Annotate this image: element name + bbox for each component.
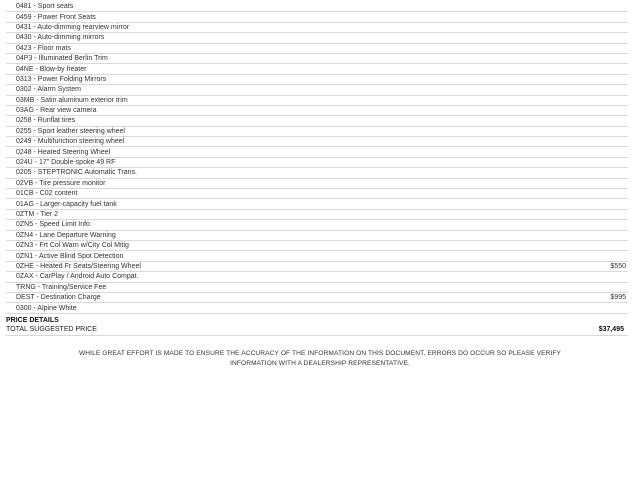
option-description: 0258 - Runflat tires <box>16 117 76 125</box>
option-row <box>6 116 628 126</box>
option-row <box>6 106 628 116</box>
option-row <box>6 293 628 303</box>
option-row <box>6 127 628 137</box>
option-row <box>6 168 628 178</box>
option-description: 0302 - Alarm System <box>16 86 81 94</box>
option-row <box>6 44 628 54</box>
option-row <box>6 231 628 241</box>
option-row <box>6 210 628 220</box>
disclaimer <box>60 349 580 368</box>
option-description: 0459 - Power Front Seats <box>16 13 96 21</box>
option-description: 02VB - Tire pressure monitor <box>16 179 106 187</box>
price-details-header: PRICE DETAILS <box>6 316 59 324</box>
option-row <box>6 189 628 199</box>
option-description: 03MB - Satin aluminum exterior trim <box>16 96 128 104</box>
option-description: 0205 - STEPTRONIC Automatic Trans. <box>16 169 137 177</box>
option-row <box>6 283 628 293</box>
option-description: 03AG - Rear view camera <box>16 107 97 115</box>
option-row <box>6 75 628 85</box>
option-description: TRNG - Training/Service Fee <box>16 283 107 291</box>
option-description: 0300 - Alpine White <box>16 304 77 312</box>
option-row <box>6 272 628 282</box>
option-description: 0431 - Auto-dimming rearview mirror <box>16 23 130 31</box>
option-description: 0ZN1 - Active Blind Spot Detection <box>16 252 124 260</box>
option-description: 04P3 - Illuminated Berlin Trim <box>16 55 108 63</box>
option-description: 04NE - Blow-by heater <box>16 65 87 73</box>
option-row <box>6 158 628 168</box>
option-row <box>6 220 628 230</box>
option-description: 0430 - Auto-dimming mirrors <box>16 34 105 42</box>
total-suggested-price-value: $37,495 <box>598 325 624 333</box>
option-row <box>6 54 628 64</box>
option-description: 01AG - Larger-capacity fuel tank <box>16 200 117 208</box>
option-row <box>6 85 628 95</box>
option-row <box>6 262 628 272</box>
option-row <box>6 64 628 74</box>
option-description: 0ZN5 - Speed Limit Info <box>16 221 90 229</box>
option-description: DEST - Destination Charge <box>16 294 101 302</box>
option-row <box>6 33 628 43</box>
option-row <box>6 241 628 251</box>
option-row <box>6 12 628 22</box>
option-description: 0313 - Power Folding Mirrors <box>16 75 107 83</box>
option-row <box>6 251 628 261</box>
total-suggested-price-label: TOTAL SUGGESTED PRICE <box>6 325 97 333</box>
option-row <box>6 96 628 106</box>
options-list <box>6 2 628 336</box>
option-row <box>6 137 628 147</box>
option-row <box>6 2 628 12</box>
option-description: 0ZHE - Heated Fr Seats/Steering Wheel <box>16 262 141 270</box>
option-description: 024U - 17" Double-spoke 49 RF <box>16 159 116 167</box>
disclaimer-line-2: INFORMATION WITH A DEALERSHIP REPRESENTATIVE. <box>230 359 410 367</box>
option-row <box>6 303 628 313</box>
option-description: 0423 - Floor mats <box>16 44 71 52</box>
option-row <box>6 179 628 189</box>
option-price: $550 <box>610 262 626 270</box>
option-description: 0ZN3 - Frt Col Warn w/City Col Mitig <box>16 242 129 250</box>
option-description: 0249 - Multifunction steering wheel <box>16 138 125 146</box>
option-description: 0481 - Sport seats <box>16 3 74 11</box>
option-description: 01CB - C02 content <box>16 190 78 198</box>
option-row <box>6 199 628 209</box>
option-description: 0ZAX - CarPlay / Android Auto Compat. <box>16 273 139 281</box>
option-description: 0ZTM - Tier 2 <box>16 211 59 218</box>
option-description: 0255 - Sport leather steering wheel <box>16 127 125 135</box>
option-row <box>6 147 628 157</box>
option-price: $995 <box>610 294 626 302</box>
disclaimer-line-1: WHILE GREAT EFFORT IS MADE TO ENSURE THE ACCURACY OF THE INFORMATION ON THIS DOCUMENT, ERRORS DO OCCUR SO PLEASE VERIFY <box>78 350 562 357</box>
option-description: 0248 - Heated Steering Wheel <box>16 148 111 156</box>
option-description: 0ZN4 - Lane Departure Warning <box>16 231 116 239</box>
total-suggested-price-row <box>6 325 628 336</box>
option-row <box>6 23 628 33</box>
options-rows <box>6 2 628 314</box>
